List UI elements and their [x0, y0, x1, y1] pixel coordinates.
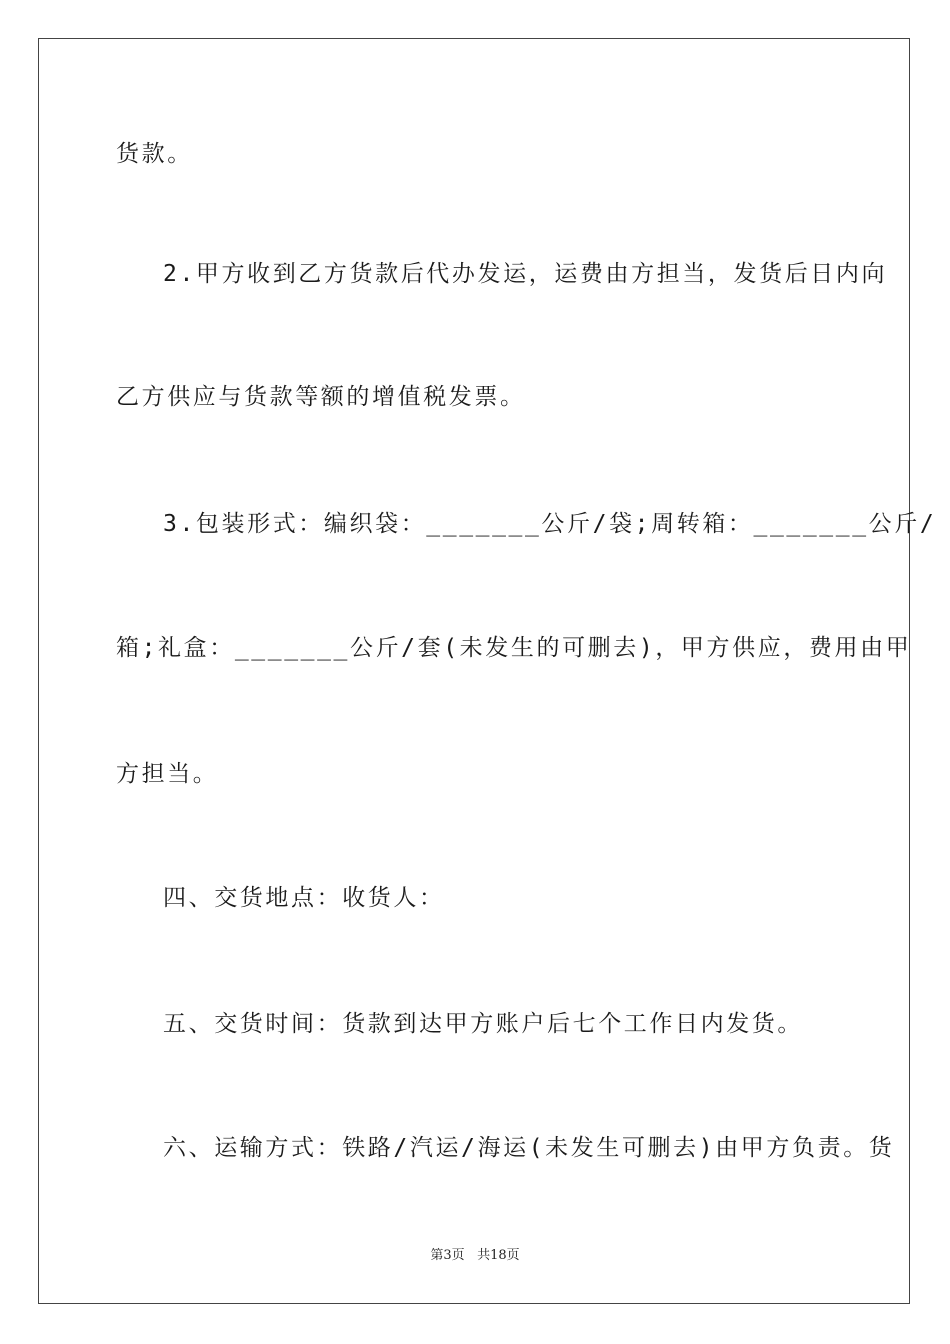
paragraph-line-9: 六、运输方式：铁路/汽运/海运(未发生可删去)由甲方负责。货 — [163, 1135, 895, 1161]
paragraph-line-8: 五、交货时间：货款到达甲方账户后七个工作日内发货。 — [163, 1011, 803, 1037]
paragraph-line-4: 3.包装形式：编织袋：_______公斤/袋;周转箱：_______公斤/ — [163, 511, 937, 537]
paragraph-line-2: 2.甲方收到乙方货款后代办发运，运费由方担当，发货后日内向 — [163, 261, 888, 287]
page-number: 第3页 — [430, 1248, 465, 1263]
page-frame — [38, 38, 910, 1304]
paragraph-line-3: 乙方供应与货款等额的增值税发票。 — [116, 384, 526, 410]
paragraph-line-1: 货款。 — [116, 141, 193, 167]
paragraph-line-5: 箱;礼盒：_______公斤/套(未发生的可删去)，甲方供应，费用由甲 — [116, 635, 912, 661]
paragraph-line-6: 方担当。 — [116, 761, 219, 787]
page-footer — [0, 1246, 950, 1266]
paragraph-line-7: 四、交货地点：收货人： — [163, 885, 445, 911]
total-pages: 共18页 — [477, 1248, 520, 1263]
